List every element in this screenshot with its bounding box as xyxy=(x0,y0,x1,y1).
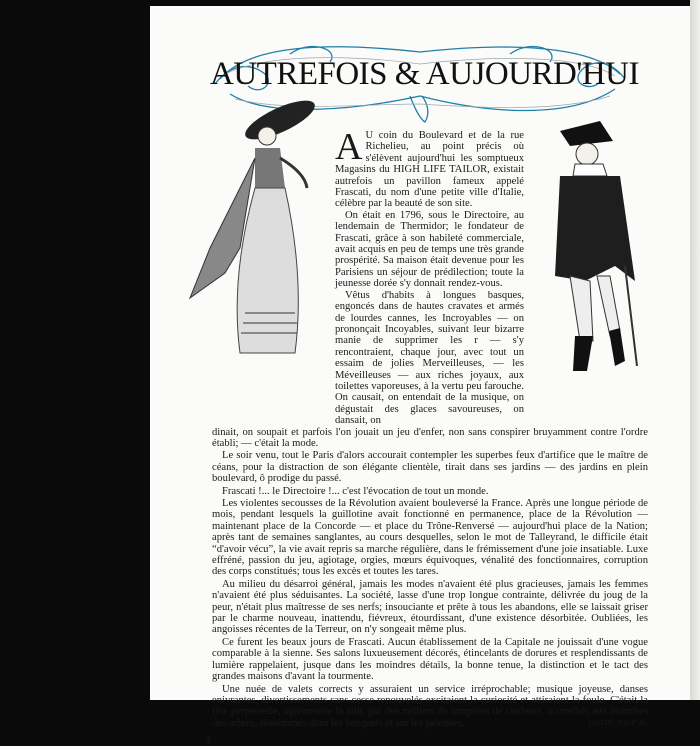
page-edge xyxy=(690,0,700,700)
paragraph: Ce furent les beaux jours de Frascati. Aucun établissement de la Capitale ne jouissait d'une vogue comparable à la sienne. Ses salons luxueusement décorés, étincelants de dorures et resplendissants de lumière rappelaient, jusque dans les moindres détails, la bonne tenue, la distinction et le tact des grandes maisons d'avant la tourmente. xyxy=(212,636,648,683)
paragraph: Vêtus d'habits à longues basques, engoncés dans de hautes cravates et armés de lourdes cannes, les Incroyables — on prononçait Incoyables, suivant leur bizarre manie de supprimer les r — s'y rencontraient, chaque jour, avec tout un essaim de jolies Merveilleuses, — les Méveilleuses — aux riches joyaux, aux toilettes vaporeuses, à la vertu peu farouche. On causait, on entendait de la musique, on dégustait des glaces savoureuses, on dansait, on xyxy=(335,289,524,427)
paragraph: dinait, on soupait et parfois l'on jouait un jeu d'enfer, non sans conspirer bruyamment contre l'ordre établi; — c'était la mode. xyxy=(212,426,648,449)
paragraph: On était en 1796, sous le Directoire, au lendemain de Thermidor; le fondateur de Frascati, grâce à son habileté commerciale, avait acquis en peu de temps une très grande prospérité. Sa maison était devenue pour les Parisiens un séjour de prédilection; toute la jeunesse dorée s'y donnait rendez-vous. xyxy=(335,209,524,290)
intro-column xyxy=(335,126,524,427)
drop-cap: A xyxy=(335,126,363,168)
paragraph-text: U coin du Boulevard et de la rue Richelieu, au point précis où s'élèvent aujourd'hui les somptueux Magasins du HIGH LIFE TAILOR, existait autrefois un pavillon fameux appelé Frascati, du nom d'une petite ville d'Italie, célèbre par la beauté de son site. xyxy=(335,130,524,210)
paragraph: Le soir venu, tout le Paris d'alors accourait contempler les superbes feux d'artifice que le maître de céans, pour la distraction de son élégante clientèle, tirait dans ses jardins — des jardins en plein boulevard, ô prodige du passé. xyxy=(212,450,648,485)
paragraph-text: Une nuée de valets corrects y assuraient un service irréprochable; musique joyeuse, danses enivrantes, divertissements sans cesse renouvelés excitaient la curiosité et attiraient la foule. C'était la fête perpétuelle, agrémentée la nuit, par des milliers de lampions de couleurs, accrochés aux branches des arbres, disséminés dans les bosquets et sur les pelouses. xyxy=(212,683,648,729)
page-title: AUTREFOIS & AUJOURD'HUI xyxy=(210,56,639,92)
page-number: 2 xyxy=(206,735,211,746)
paragraph: Au milieu du désarroi général, jamais les modes n'avaient été plus gracieuses, jamais les femmes n'avaient été plus séduisantes. La société, lasse d'une trop longue contrainte, délivrée du joug de la peur, n'était plus maîtresse de ses nerfs; insouciante et prête à tous les abandons, elle se laissait griser par le charme nouveau, inattendu, fiévreux, étourdissant, d'une existence désorbitée. Oubliées, les angoisses récentes de la Terreur, on n'y songeait même plus. xyxy=(212,578,648,636)
paragraph: Frascati !... le Directoire !... c'est l'évocation de tout un monde. xyxy=(222,485,489,497)
body-text xyxy=(212,427,648,730)
paragraph xyxy=(335,126,524,210)
paragraph xyxy=(212,684,648,730)
continued-note: (SUITE, PAGE 4). xyxy=(588,718,648,727)
article-flow xyxy=(206,126,648,746)
paragraph: Les violentes secousses de la Révolution avaient bouleversé la France. Après une longue période de mois, pendant lesquels la guillotine avait fonctionné en permanence, place de la Révolution — maintenant place de la Concorde — et place du Trône-Renversé — aujourd'hui place de la Nation; après tant de semaines sanglantes, au cours desquelles, selon le mot de Talleyrand, le difficile était “d'avoir vécu”, la vie avait repris sa marche régulière, dans le frémissement d'une joie insatiable. Luxe effréné, passion du jeu, agiotage, orgies, mœurs équivoques, vénalité des fonctionnaires, corruption des corps constitués; tous les excès et toutes les tares. xyxy=(212,498,648,578)
magazine-page xyxy=(150,6,690,746)
